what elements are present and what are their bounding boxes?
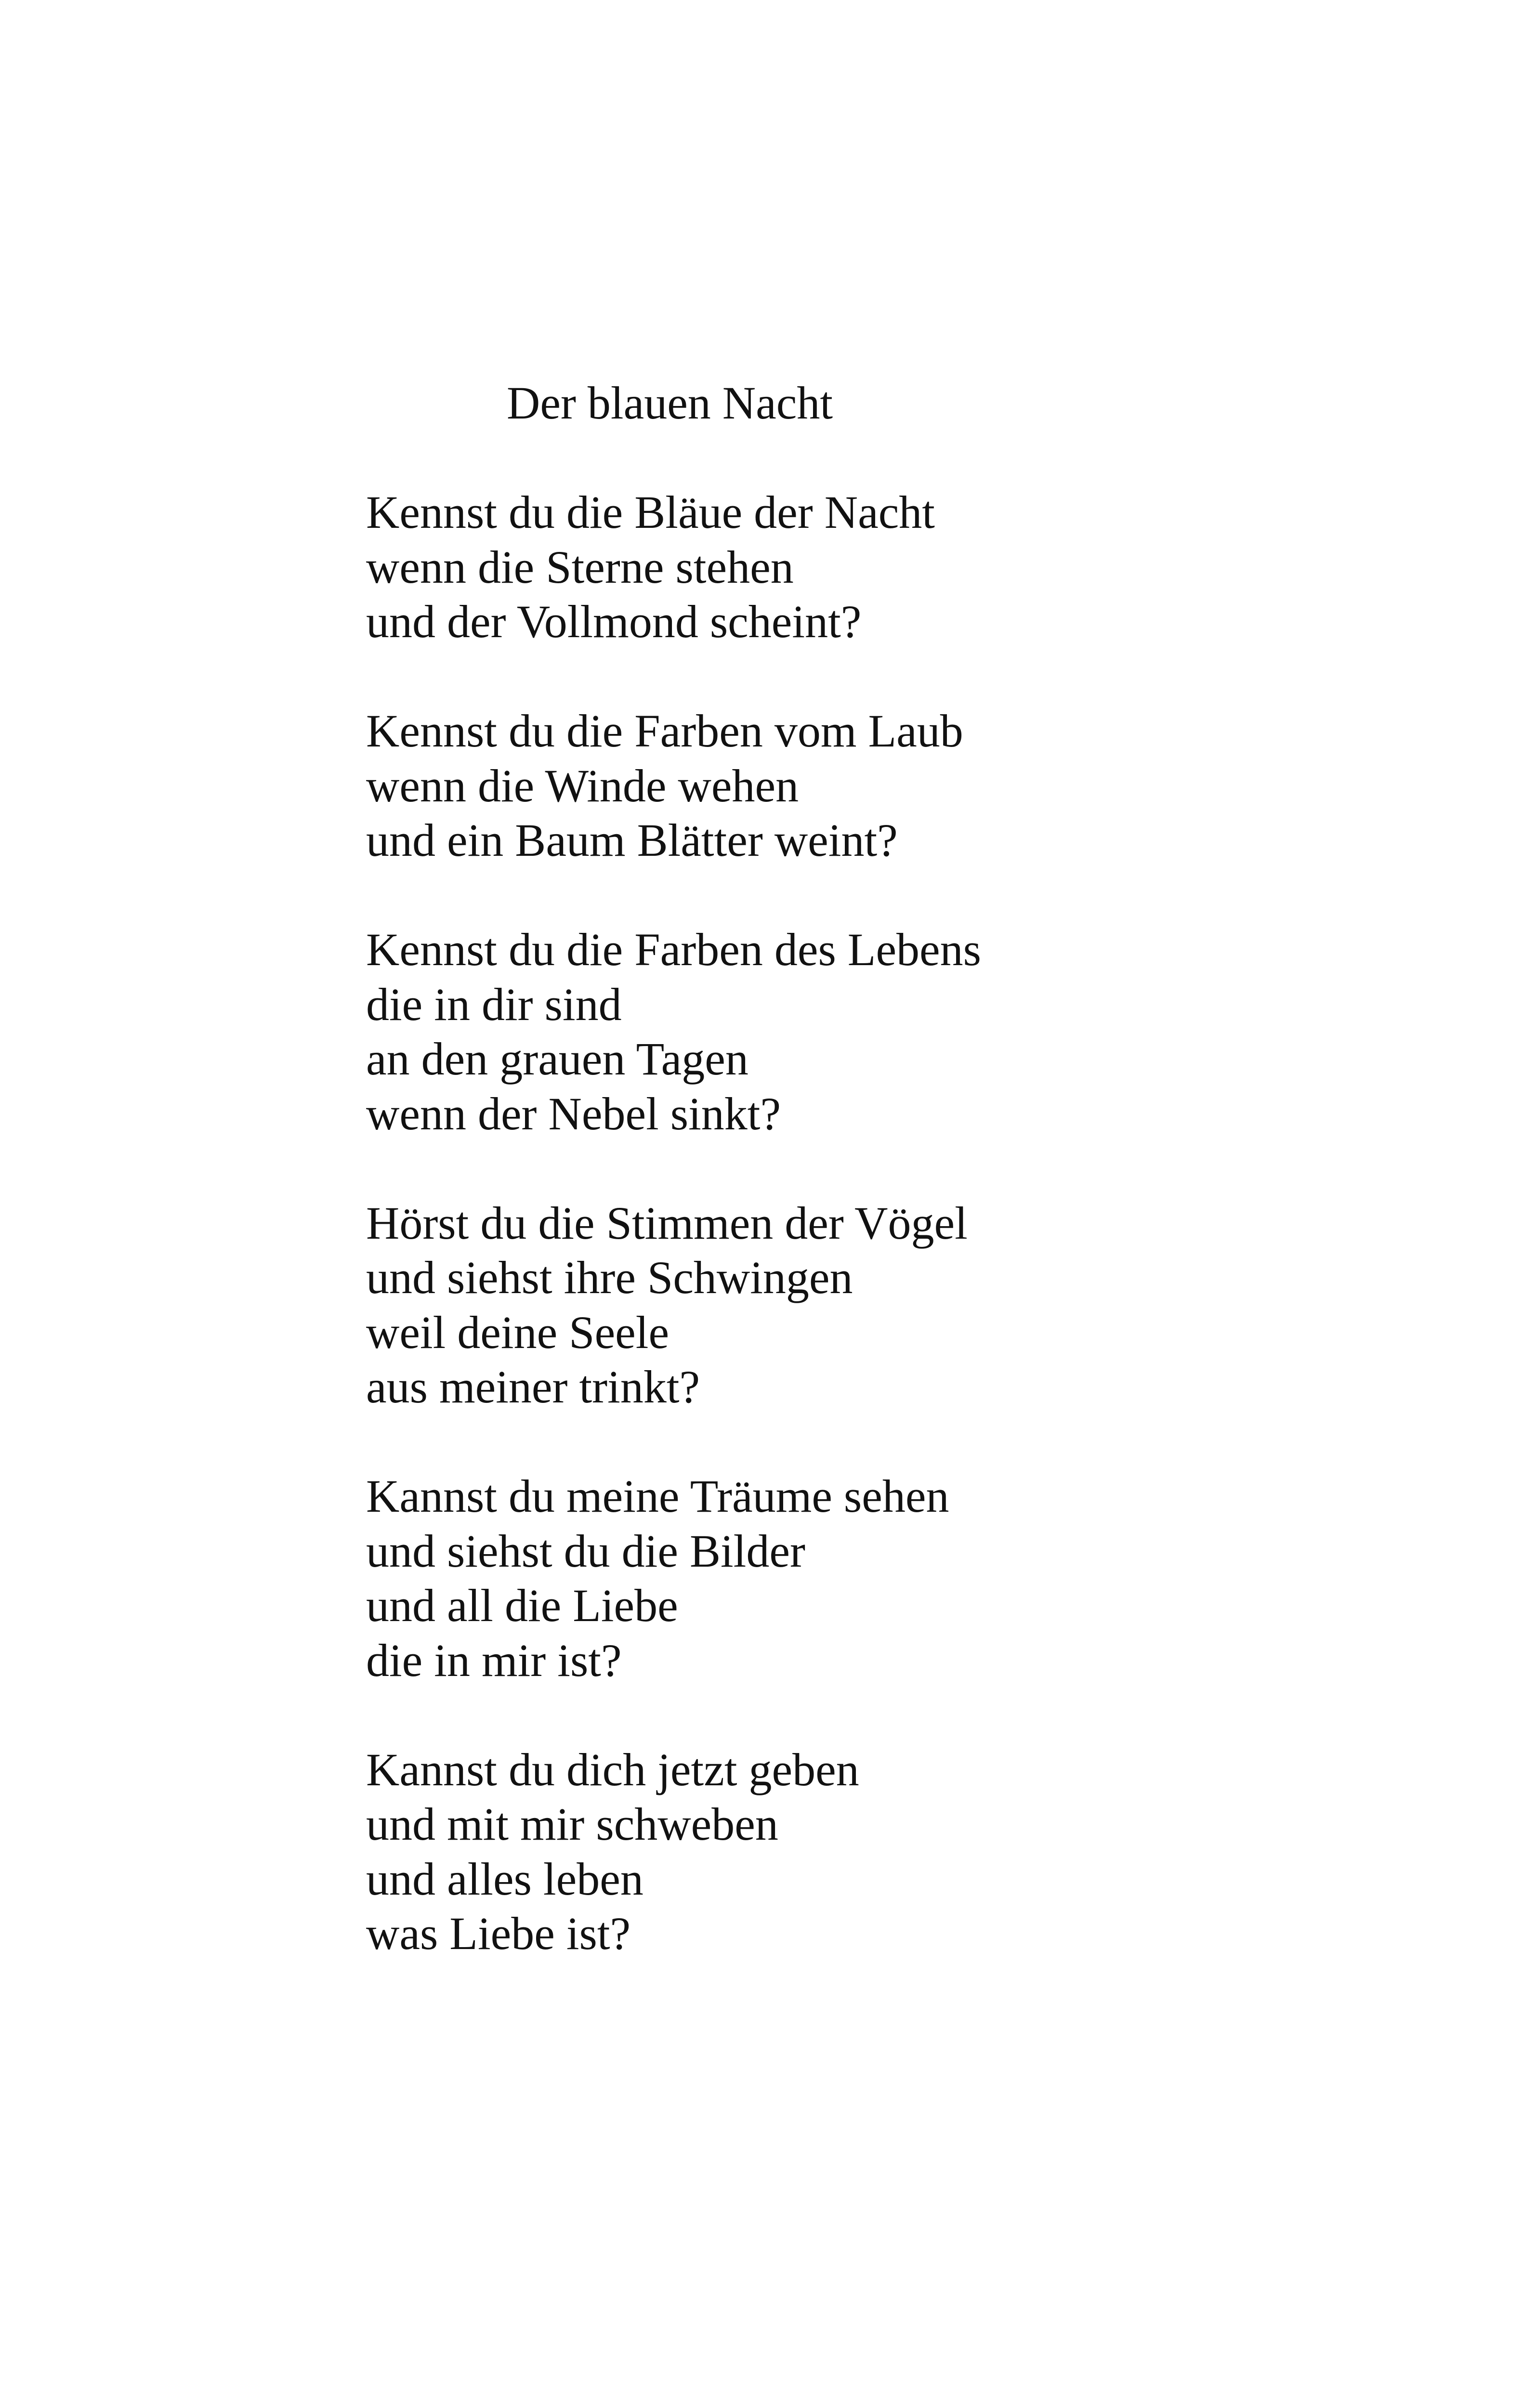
poem-line: und mit mir schweben [366,1798,778,1850]
stanza [366,1469,1329,1688]
poem-line: und siehst ihre Schwingen [366,1252,853,1303]
poem-title: Der blauen Nacht [507,377,833,429]
stanza [366,485,1329,649]
poem-line: was Liebe ist? [366,1908,631,1959]
poem-line: die in mir ist? [366,1634,622,1686]
stanza [366,1742,1329,1961]
poem-line: aus meiner trinkt? [366,1361,700,1413]
poem-line: Kennst du die Farben vom Laub [366,705,963,757]
poem-line: Kannst du meine Träume sehen [366,1470,949,1522]
poem-line: wenn die Winde wehen [366,759,799,811]
poem-line: die in dir sind [366,978,622,1030]
poem-line: an den grauen Tagen [366,1033,748,1085]
poem-line: wenn die Sterne stehen [366,541,794,593]
poem-line: und ein Baum Blätter weint? [366,814,898,866]
poem-line: und alles leben [366,1853,643,1905]
stanza [366,1196,1329,1414]
poem-line: und der Vollmond scheint? [366,596,862,647]
stanza [366,922,1329,1141]
poem-line: und siehst du die Bilder [366,1525,805,1577]
poem-line: Hörst du die Stimmen der Vögel [366,1197,968,1249]
poem [366,376,1329,1961]
poem-line: und all die Liebe [366,1580,678,1631]
poem-line: Kennst du die Farben des Lebens [366,924,982,975]
stanza [366,704,1329,868]
poem-line: weil deine Seele [366,1306,670,1358]
poem-line: wenn der Nebel sinkt? [366,1087,781,1139]
poem-line: Kennst du die Bläue der Nacht [366,486,935,538]
poem-line: Kannst du dich jetzt geben [366,1743,859,1795]
